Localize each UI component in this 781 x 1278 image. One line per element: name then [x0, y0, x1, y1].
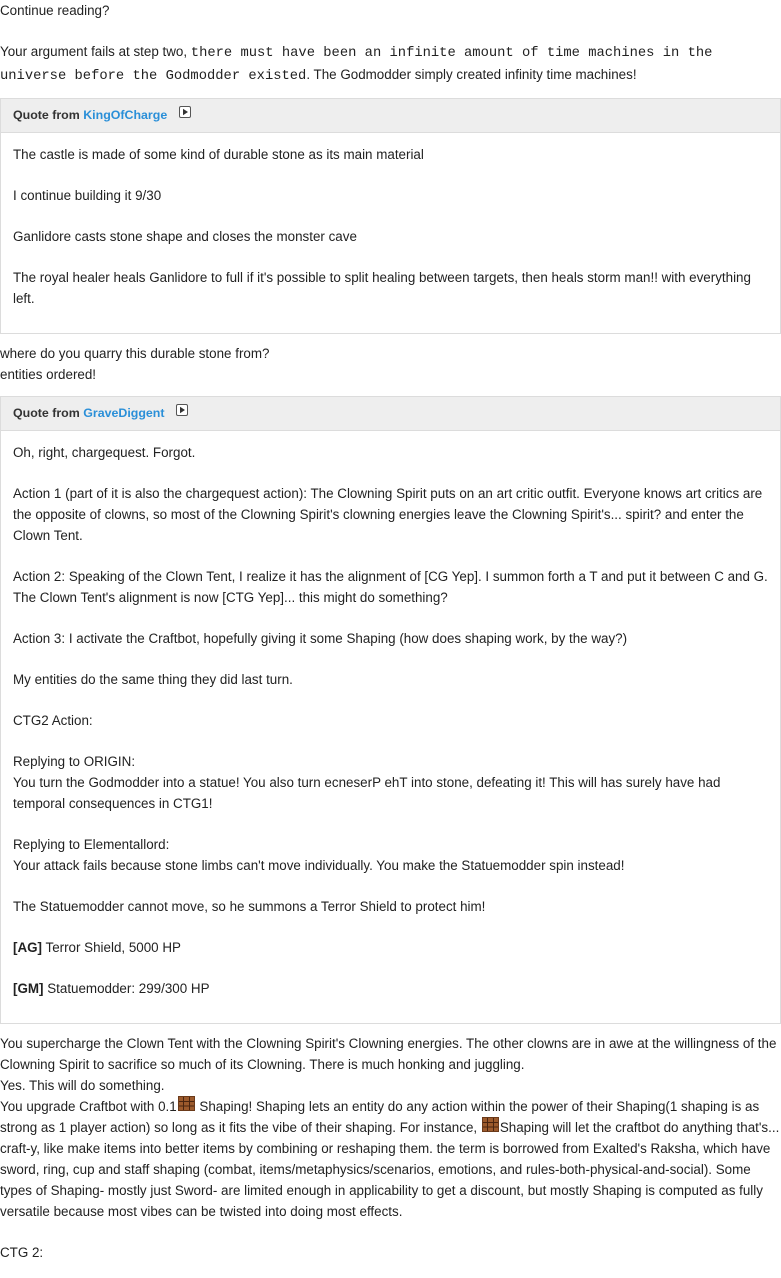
- quote-line: The castle is made of some kind of durable stone as its main material: [13, 147, 424, 162]
- quote-prefix: Quote from: [13, 108, 80, 122]
- stat-line: [13, 937, 768, 958]
- reply-text: entities ordered!: [0, 367, 97, 382]
- jump-to-post-icon[interactable]: [176, 396, 188, 429]
- continue-text: Continue reading?: [0, 3, 110, 18]
- quote-line: Oh, right, chargequest. Forgot.: [13, 445, 196, 460]
- argument-text-end: . The Godmodder simply created infinity time machines!: [306, 67, 637, 82]
- quote-line: Replying to Elementallord:: [13, 837, 170, 852]
- quote-block: [0, 396, 781, 1024]
- ag-tag: [AG]: [13, 940, 43, 955]
- outro-paragraph: You supercharge the Clown Tent with the Clowning Spirit's Clowning energies. The other clowns are in awe at the willingness of the Clowning Spirit to sacrifice so much of its Clowning. There is much honking and juggling.: [0, 1036, 777, 1072]
- argument-paragraph: [0, 41, 781, 87]
- quote-line: Replying to ORIGIN:: [13, 754, 136, 769]
- outro-paragraph: Yes. This will do something.: [0, 1078, 165, 1093]
- shaping-text: Shaping will let the craftbot do anything that's... craft-y, like make items into better items by combining or reshaping them. the term is borrowed from Exalted's Raksha, which have sword, ring, cup and staff shaping (combat, items/metaphysics/scenarios, emotions, and rules-both-physical-and-social). Some types of Shaping- mostly just Sword- are limited enough in applicability to get a discount, but mostly Shaping is computed as fully versatile because most vibes can be twisted into doing most effects.: [0, 1120, 780, 1219]
- shaping-text: Shaping! Shaping lets an entity do any action within the power of their Shaping(1 shaping is as strong as 1 player action) so long as it fits the vibe of their shaping. For instance,: [0, 1099, 760, 1135]
- quote-line: Action 2: Speaking of the Clown Tent, I realize it has the alignment of [CG Yep]. I summon forth a T and put it between C and G. The Clown Tent's alignment is now [CTG Yep]... this might do something?: [13, 569, 768, 605]
- quote-author-link[interactable]: KingOfCharge: [83, 108, 168, 122]
- quote-line: Action 1 (part of it is also the chargequest action): The Clowning Spirit puts on an art critic outfit. Everyone knows art critics are the opposite of clowns, so most of the Clowning Spirit's clowning energies leave the Clowning Spirit's... spirit? and enter the Clown Tent.: [13, 486, 763, 543]
- argument-code: there must have been an infinite amount of time machines in the universe before the Godmodder existed: [0, 46, 713, 84]
- quote-prefix: Quote from: [13, 406, 80, 420]
- outro-paragraph: CTG 2:: [0, 1245, 44, 1260]
- quote-block: [0, 98, 781, 334]
- craft-shaping-icon: [482, 1117, 499, 1138]
- stat-line: [13, 978, 768, 999]
- quote-line: The royal healer heals Ganlidore to full if it's possible to split healing between targets, then heals storm man!! with everything left.: [13, 270, 751, 306]
- quote-line: CTG2 Action:: [13, 713, 93, 728]
- gm-tag: [GM]: [13, 981, 44, 996]
- jump-to-post-icon[interactable]: [179, 98, 191, 131]
- quote-line: You turn the Godmodder into a statue! You also turn ecneserP ehT into stone, defeating it! This will has surely have had temporal consequences in CTG1!: [13, 775, 721, 811]
- play-arrow-icon: [176, 404, 188, 416]
- quote-header: [0, 98, 781, 132]
- craft-shaping-icon: [178, 1096, 195, 1117]
- shaping-text: You upgrade Craftbot with 0.1: [0, 1099, 177, 1114]
- quote-header: [0, 396, 781, 430]
- quote-line: The Statuemodder cannot move, so he summons a Terror Shield to protect him!: [13, 899, 486, 914]
- reply-text: where do you quarry this durable stone from?: [0, 346, 270, 361]
- quote-body: [0, 430, 781, 1024]
- quote-line: Ganlidore casts stone shape and closes the monster cave: [13, 229, 357, 244]
- quote-body: [0, 132, 781, 334]
- ag-stat: Terror Shield, 5000 HP: [42, 940, 181, 955]
- quote-line: I continue building it 9/30: [13, 188, 162, 203]
- quote-line: Action 3: I activate the Craftbot, hopefully giving it some Shaping (how does shaping work, by the way?): [13, 631, 628, 646]
- quote-line: My entities do the same thing they did last turn.: [13, 672, 293, 687]
- argument-text: Your argument fails at step two,: [0, 44, 191, 59]
- play-arrow-icon: [179, 106, 191, 118]
- quote-line: Your attack fails because stone limbs can't move individually. You make the Statuemodder spin instead!: [13, 858, 625, 873]
- gm-stat: Statuemodder: 299/300 HP: [43, 981, 210, 996]
- shaping-paragraph: [0, 1096, 781, 1222]
- quote-author-link[interactable]: GraveDiggent: [83, 406, 165, 420]
